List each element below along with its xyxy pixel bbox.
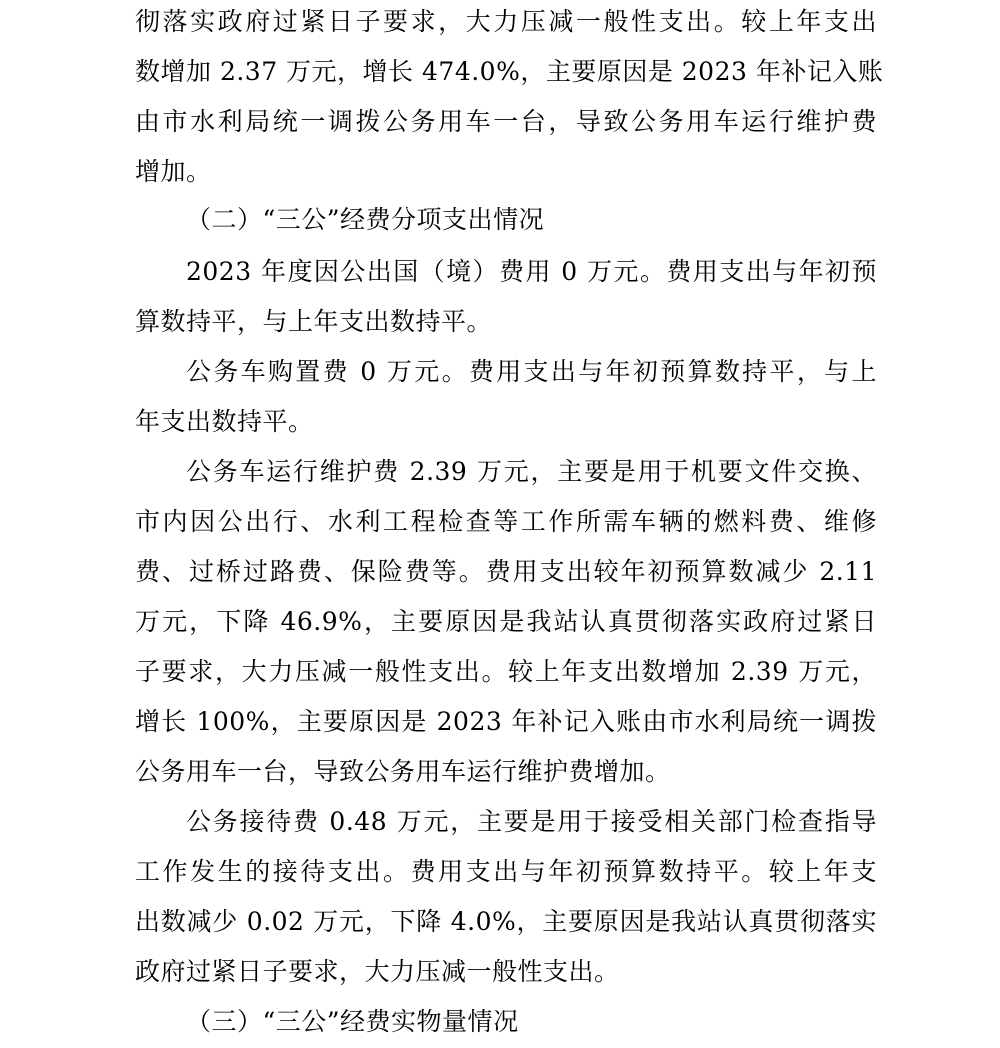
paragraph-line: 2023 年度因公出国（境）费用 0 万元。费用支出与年初预 xyxy=(186,257,877,286)
paragraph-line: 公务用车一台，导致公务用车运行维护费增加。 xyxy=(135,757,671,786)
paragraph-line: 出数减少 0.02 万元，下降 4.0%，主要原因是我站认真贯彻落实 xyxy=(135,907,877,936)
paragraph-line: 费、过桥过路费、保险费等。费用支出较年初预算数减少 2.11 xyxy=(135,557,877,586)
paragraph-line: 年支出数持平。 xyxy=(135,407,314,436)
paragraph-line: 增长 100%，主要原因是 2023 年补记入账由市水利局统一调拨 xyxy=(135,707,877,736)
paragraph-line: 子要求，大力压减一般性支出。较上年支出数增加 2.39 万元， xyxy=(135,657,877,686)
paragraph-line: 数增加 2.37 万元，增长 474.0%，主要原因是 2023 年补记入账 xyxy=(135,57,884,86)
paragraph-line: 算数持平，与上年支出数持平。 xyxy=(135,307,493,336)
paragraph-line: 增加。 xyxy=(135,157,212,186)
paragraph-line: 公务车购置费 0 万元。费用支出与年初预算数持平，与上 xyxy=(186,357,877,386)
paragraph-line: 工作发生的接待支出。费用支出与年初预算数持平。较上年支 xyxy=(135,857,877,886)
section-heading: （二）“三公”经费分项支出情况 xyxy=(186,205,545,234)
paragraph-line: 市内因公出行、水利工程检查等工作所需车辆的燃料费、维修 xyxy=(135,507,877,536)
paragraph-line: 由市水利局统一调拨公务用车一台，导致公务用车运行维护费 xyxy=(135,107,877,136)
paragraph-line: 政府过紧日子要求，大力压减一般性支出。 xyxy=(135,957,620,986)
paragraph-line: 万元，下降 46.9%，主要原因是我站认真贯彻落实政府过紧日 xyxy=(135,607,877,636)
section-heading: （三）“三公”经费实物量情况 xyxy=(186,1007,519,1036)
paragraph-line: 公务接待费 0.48 万元，主要是用于接受相关部门检查指导 xyxy=(186,807,877,836)
paragraph-line: 公务车运行维护费 2.39 万元，主要是用于机要文件交换、 xyxy=(186,457,877,486)
paragraph-line: 彻落实政府过紧日子要求，大力压减一般性支出。较上年支出 xyxy=(135,7,877,36)
